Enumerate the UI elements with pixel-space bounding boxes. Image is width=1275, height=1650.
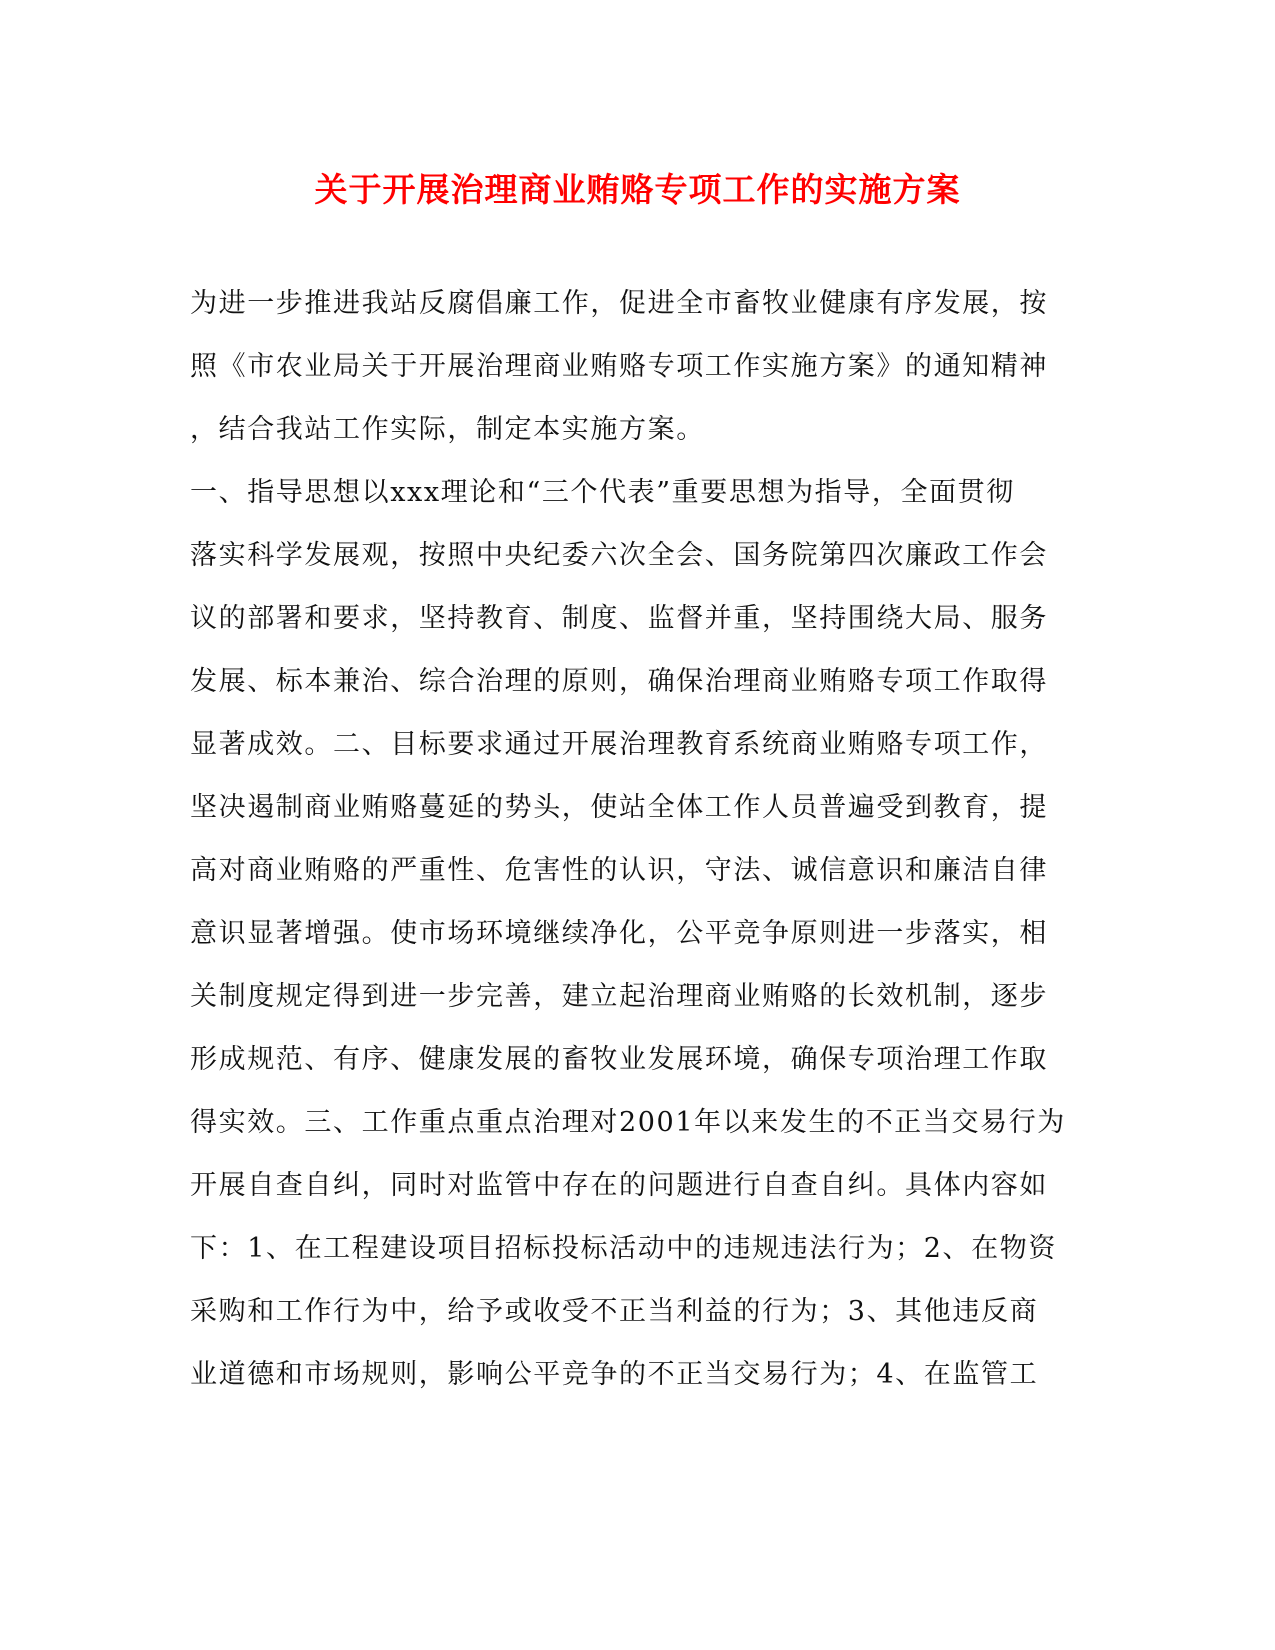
body-line: 形成规范、有序、健康发展的畜牧业发展环境，确保专项治理工作取: [190, 1044, 1048, 1075]
body-line: 一、指导思想以xxx理论和“三个代表”重要思想为指导，全面贯彻: [190, 477, 1015, 508]
body-line: 发展、标本兼治、综合治理的原则，确保治理商业贿赂专项工作取得: [190, 666, 1048, 697]
body-line: 关制度规定得到进一步完善，建立起治理商业贿赂的长效机制，逐步: [190, 981, 1048, 1012]
body-line: 照《市农业局关于开展治理商业贿赂专项工作实施方案》的通知精神: [190, 351, 1048, 382]
body-line: 业道德和市场规则，影响公平竞争的不正当交易行为；4、在监管工: [190, 1359, 1039, 1390]
body-line: 开展自查自纠，同时对监管中存在的问题进行自查自纠。具体内容如: [190, 1170, 1048, 1201]
body-line: 显著成效。二、目标要求通过开展治理教育系统商业贿赂专项工作，: [190, 729, 1048, 760]
body-line: 采购和工作行为中，给予或收受不正当利益的行为；3、其他违反商: [190, 1296, 1039, 1327]
body-line: 落实科学发展观，按照中央纪委六次全会、国务院第四次廉政工作会: [190, 540, 1048, 571]
body-line: 议的部署和要求，坚持教育、制度、监督并重，坚持围绕大局、服务: [190, 603, 1048, 634]
body-line: 坚决遏制商业贿赂蔓延的势头，使站全体工作人员普遍受到教育，提: [190, 792, 1048, 823]
document-body: [190, 284, 1070, 1418]
body-line: ，结合我站工作实际，制定本实施方案。: [190, 414, 705, 445]
body-line: 意识显著增强。使市场环境继续净化，公平竞争原则进一步落实，相: [190, 918, 1048, 949]
body-line: 下：1、在工程建设项目招标投标活动中的违规违法行为；2、在物资: [190, 1233, 1057, 1264]
body-line: 得实效。三、工作重点重点治理对2001年以来发生的不正当交易行为: [190, 1107, 1066, 1138]
body-line: 高对商业贿赂的严重性、危害性的认识，守法、诚信意识和廉洁自律: [190, 855, 1048, 886]
document-title: 关于开展治理商业贿赂专项工作的实施方案: [314, 170, 961, 209]
body-line: 为进一步推进我站反腐倡廉工作，促进全市畜牧业健康有序发展，按: [190, 288, 1048, 319]
